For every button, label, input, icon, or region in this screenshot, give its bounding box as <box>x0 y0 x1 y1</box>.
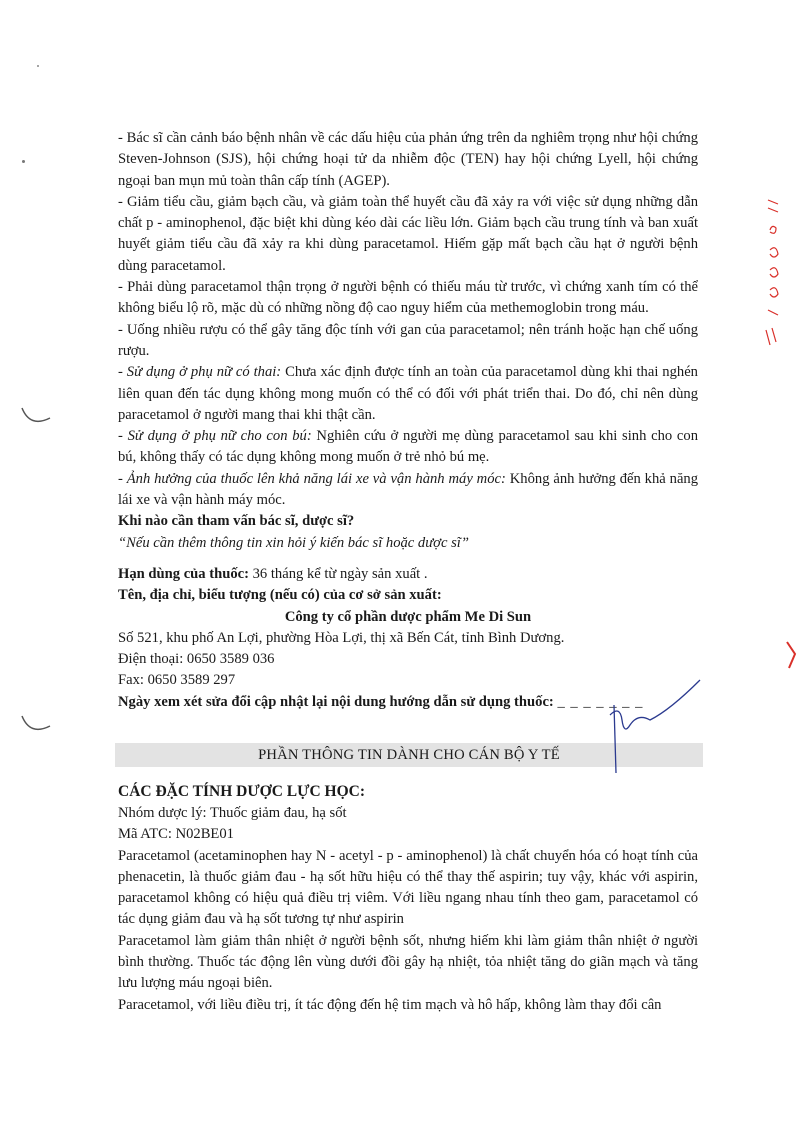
pharmacology-section <box>118 780 698 1016</box>
pharmacology-paragraph: Paracetamol làm giảm thân nhiệt ở người bệnh sốt, nhưng hiếm khi làm giảm thân nhiệt ở người bình thường. Thuốc tác động lên vùng dưới đồi gây hạ nhiệt, tỏa nhiệt tăng do giãn mạch và tăng lưu lượng máu ngoại biên. <box>118 932 698 992</box>
paragraph-pregnancy <box>118 362 698 426</box>
shelf-life-value: 36 tháng kể từ ngày sản xuất . <box>248 565 428 582</box>
shelf-life-label: Hạn dùng của thuốc: <box>118 565 249 582</box>
punch-hole-mark-bottom <box>20 708 60 738</box>
manufacturer-phone: Điện thoại: 0650 3589 036 <box>118 651 275 668</box>
speck <box>22 160 25 163</box>
pregnancy-text: Chưa xác định được tính an toàn của paracetamol dùng khi thai nghén liên quan đến tác dụng không mong muốn có thể có đối với phát triển thai. Do đó, chỉ nên dùng paracetamol ở người mang thai khi thật cần. <box>118 364 698 423</box>
pharmacology-atc: Mã ATC: N02BE01 <box>118 826 234 843</box>
pharmacology-group: Nhóm dược lý: Thuốc giảm đau, hạ sốt <box>118 805 347 821</box>
paragraph-alcohol: - Uống nhiều rượu có thể gây tăng độc tính với gan của paracetamol; nên tránh hoặc hạn chế uống rượu. <box>118 321 698 359</box>
paragraph-anemia: - Phải dùng paracetamol thận trọng ở người bệnh có thiếu máu từ trước, vì chứng xanh tím có thể không biểu lộ rõ, mặc dù có những nồng độ cao nguy hiểm của methemoglobin trong máu. <box>118 279 698 317</box>
paragraph-blood-cells: - Giảm tiểu cầu, giảm bạch cầu, và giảm toàn thể huyết cầu đã xảy ra với việc sử dụng những dẫn chất p - aminophenol, đặc biệt khi dùng kéo dài các liều lớn. Giảm bạch cầu trung tính và ban xuất huyết giảm tiểu cầu đã xảy ra khi dùng paracetamol. Hiếm gặp mất bạch cầu hạt ở người bệnh dùng paracetamol. <box>118 193 698 274</box>
shelf-life <box>118 564 698 585</box>
review-date-blank: _ _ _ _ _ _ _ <box>557 693 644 710</box>
main-content <box>118 128 698 713</box>
health-professional-banner: PHẦN THÔNG TIN DÀNH CHO CÁN BỘ Y TẾ <box>115 743 703 767</box>
red-edge-mark <box>785 640 799 670</box>
pharmacology-heading: CÁC ĐẶC TÍNH DƯỢC LỰC HỌC: <box>118 783 365 800</box>
margin-handwritten-note <box>758 190 788 350</box>
manufacturer-fax: Fax: 0650 3589 297 <box>118 672 236 689</box>
review-date-label: Ngày xem xét sửa đổi cập nhật lại nội dung hướng dẫn sử dụng thuốc: <box>118 693 554 710</box>
manufacturer-address: Số 521, khu phố An Lợi, phường Hòa Lợi, thị xã Bến Cát, tỉnh Bình Dương. <box>118 629 565 646</box>
paragraph-skin-warning: - Bác sĩ cần cảnh báo bệnh nhân về các dấu hiệu của phản ứng trên da nghiêm trọng như hội chứng Steven-Johnson (SJS), hội chứng hoại tử da nhiễm độc (TEN) hay hội chứng Lyell, hội chứng ngoại ban mụn mủ toàn thân cấp tính (AGEP). <box>118 130 698 189</box>
paragraph-breastfeeding <box>118 426 698 469</box>
speck <box>37 65 39 67</box>
margin-note-text <box>760 350 790 351</box>
driving-text: Không ảnh hưởng đến khả năng lái xe và vận hành máy móc. <box>118 470 699 509</box>
pharmacology-paragraph: Paracetamol, với liều điều trị, ít tác động đến hệ tim mạch và hô hấp, không làm thay đổi cân <box>118 996 662 1013</box>
breastfeeding-text: Nghiên cứu ở người mẹ dùng paracetamol sau khi sinh cho con bú, không thấy có tác dụng không mong muốn ở trẻ nhỏ bú mẹ. <box>118 428 698 466</box>
punch-hole-mark-top <box>20 400 60 430</box>
pharmacology-paragraph: Paracetamol (acetaminophen hay N - acetyl - p - aminophenol) là chất chuyển hóa có hoạt tính của phenacetin, là thuốc giảm đau - hạ sốt hữu hiệu có thể thay thế aspirin; tuy vậy, khác với aspirin, paracetamol không có hiệu quả điều trị viêm. Với liều ngang nhau tính theo gam, paracetamol có tác dụng giảm đau và hạ sốt tương tự như aspirin <box>118 847 698 928</box>
manufacturer-company: Công ty cổ phần dược phẩm Me Di Sun <box>284 608 532 625</box>
pregnancy-lead: - Sử dụng ở phụ nữ có thai: <box>118 364 282 381</box>
breastfeeding-lead: - Sử dụng ở phụ nữ cho con bú: <box>118 428 312 445</box>
consult-heading: Khi nào cần tham vấn bác sĩ, dược sĩ? <box>118 513 355 530</box>
driving-lead: - Ảnh hưởng của thuốc lên khả năng lái xe và vận hành máy móc: <box>118 470 506 487</box>
signature-icon <box>590 675 710 775</box>
spacer <box>118 554 698 564</box>
consult-quote: “Nếu cần thêm thông tin xin hỏi ý kiến bác sĩ hoặc dược sĩ” <box>118 534 469 551</box>
manufacturer-heading: Tên, địa chỉ, biểu tượng (nếu có) của cơ sở sản xuất: <box>118 587 442 604</box>
paragraph-driving <box>118 469 698 512</box>
